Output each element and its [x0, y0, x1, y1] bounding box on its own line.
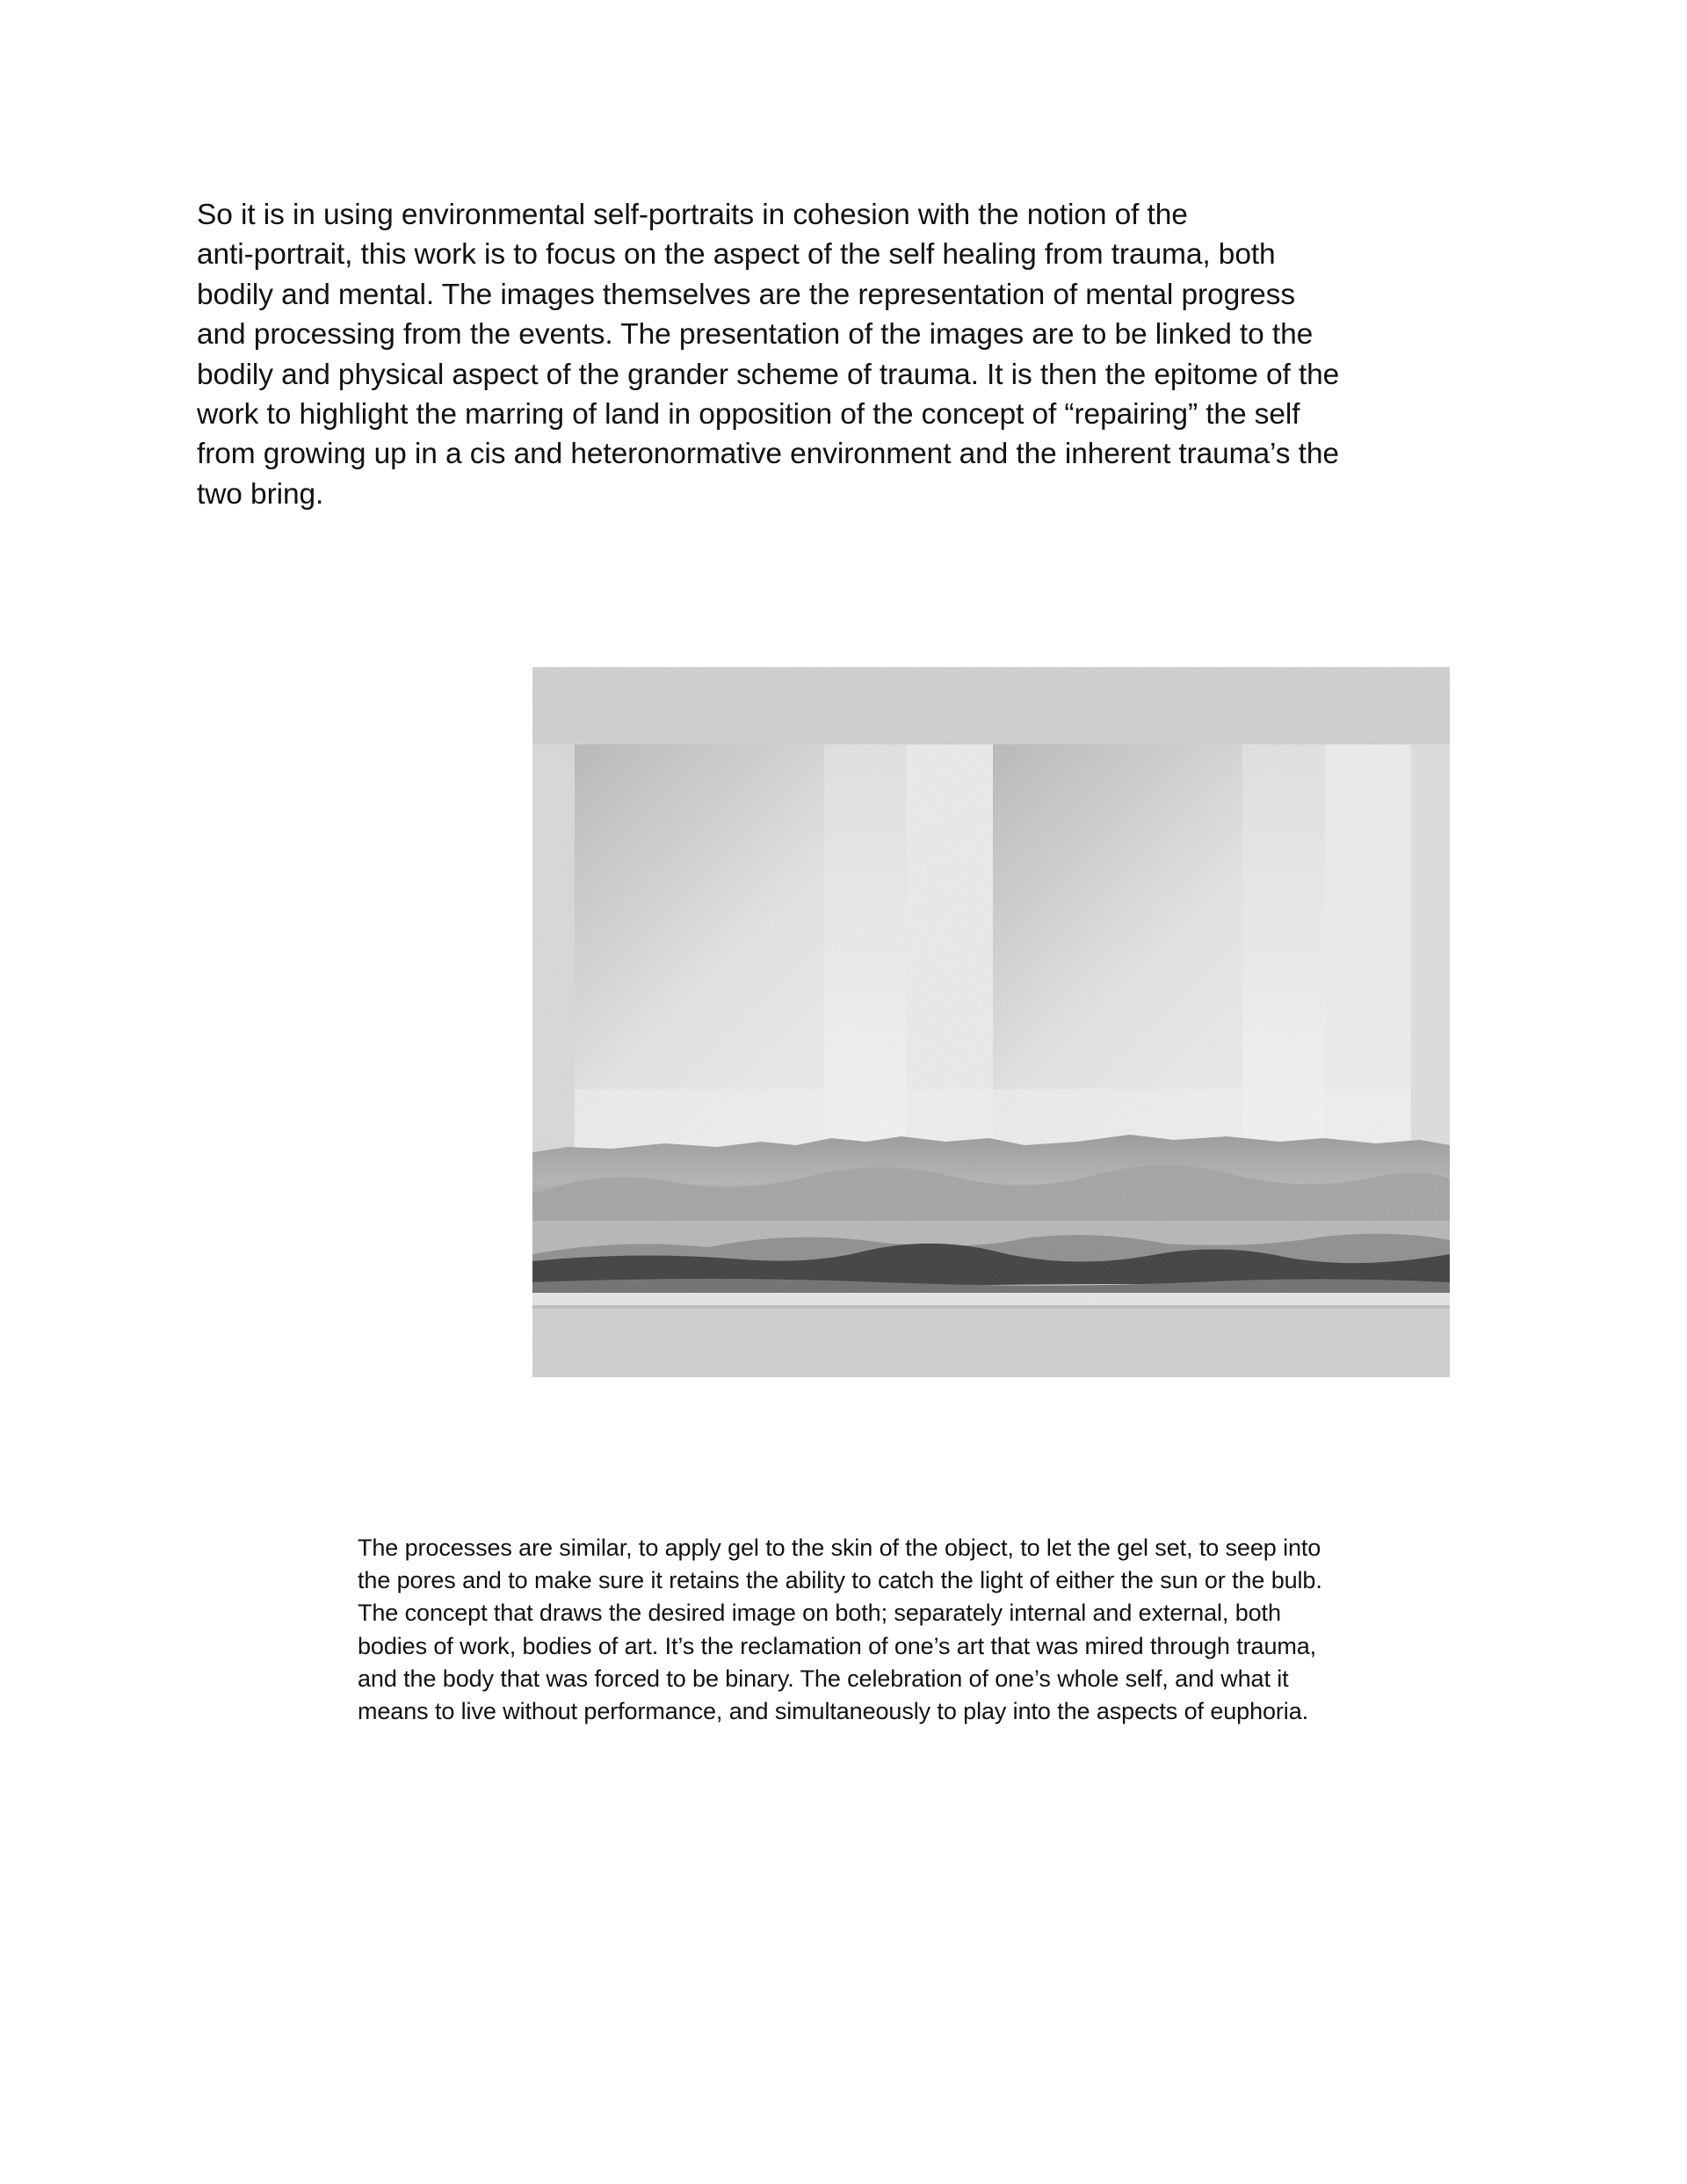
top-paragraph: [197, 195, 1409, 514]
paragraph-line: So it is in using environmental self-portraits in cohesion with the notion of the: [197, 199, 1188, 231]
paragraph-line: and the body that was forced to be binary. The celebration of one’s whole self, and what it: [358, 1665, 1289, 1692]
paragraph-line: bodily and physical aspect of the grander scheme of trauma. It is then the epitome of the: [197, 358, 1340, 391]
landscape-photograph-artwork: [532, 667, 1450, 1377]
paragraph-line: The processes are similar, to apply gel to the skin of the object, to let the gel set, to seep into: [358, 1535, 1321, 1561]
paragraph-line: and processing from the events. The presentation of the images are to be linked to the: [197, 318, 1314, 352]
paragraph-line: anti-portrait, this work is to focus on the aspect of the self healing from trauma, both: [197, 238, 1276, 272]
paragraph-line: the pores and to make sure it retains the ability to catch the light of either the sun or the bulb.: [358, 1567, 1322, 1594]
paragraph-line: from growing up in a cis and heteronormative environment and the inherent trauma’s the: [197, 438, 1339, 471]
paragraph-line: means to live without performance, and simultaneously to play into the aspects of euphoria.: [358, 1698, 1309, 1725]
bottom-paragraph: [358, 1532, 1412, 1728]
paragraph-line: two bring.: [197, 477, 324, 511]
paragraph-line: bodily and mental. The images themselves are the representation of mental progress: [197, 278, 1295, 311]
paragraph-line: bodies of work, bodies of art. It’s the reclamation of one’s art that was mired through trauma,: [358, 1632, 1317, 1659]
paragraph-line: The concept that draws the desired image on both; separately internal and external, both: [358, 1600, 1281, 1627]
paragraph-line: work to highlight the marring of land in opposition of the concept of “repairing” the self: [197, 398, 1300, 432]
landscape-photograph: [532, 667, 1450, 1377]
